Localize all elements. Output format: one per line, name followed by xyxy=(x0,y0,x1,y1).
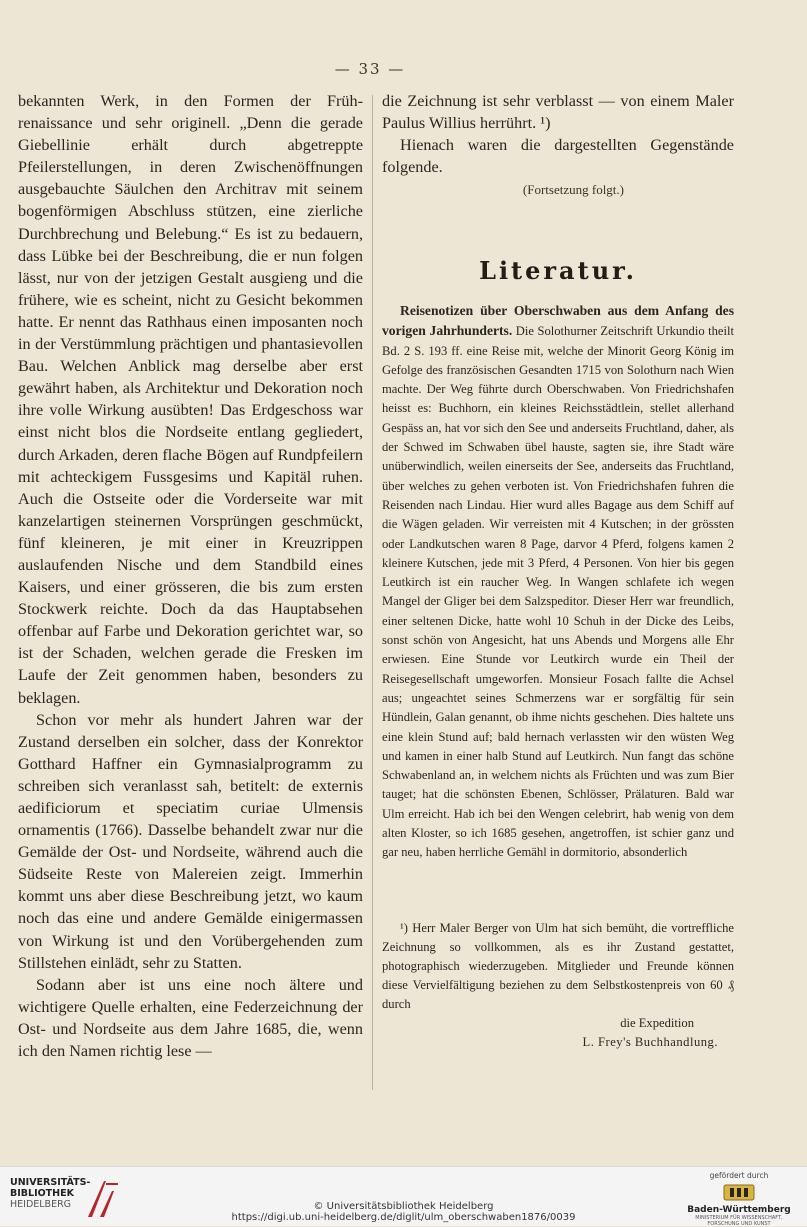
left-paragraph-2: Schon vor mehr als hundert Jahren war der Zustand derselben ein solcher, dass der Konrektor Gotthard Haffner ein Gymnasialprogramm zu schreiben sich veranlasst sah, betitelt: de externis aedificiorum et speciatim curiae Ulmensis ornamentis (1766). Dasselbe behandelt zwar nur die Gemälde der Ost- und Nordseite, während auch die Südseite Reste von Malereien zeigt. Immerhin kommt uns aber diese Beschreibung jetzt, wo kaum noch das eine und andere Gemälde einigermassen von Wirkung ist und den Vorübergehenden zum Stillstehen einlädt, sehr zu Statten. xyxy=(18,710,363,972)
review-lead: Reisenotizen über Oberschwaben aus dem Anfang des vorigen Jahrhunderts. xyxy=(382,303,734,339)
left-paragraph-1: bekannten Werk, in den Formen der Früh-renaissance und sehr originell. „Denn die gerade Giebellinie erhält durch abgetreppte Pfeilerstellungen, in deren Zwischenöffnungen ausgebauchte Säulchen den Architrav mit seinem bogenförmigen Abschluss stützen, eine zierliche Durchbrechung und Belebung.“ Es ist zu bedauern, dass Lübke bei der Beschreibung, die er nun folgen lässt, nur von der jetzigen Gestalt ausgieng und die frühere, wie es scheint, nicht zu Gesicht bekommen hatte. Er nennt das Rathhaus einen imposanten noch in der Verstümmlung prächtigen und phantasievollen Bau. Welchen Anblick mag derselbe aber erst gewährt haben, als Architektur und Dekoration noch ihre volle Wirkung ausübten! Das Erdgeschoss war einst nicht blos die Nordseite entlang gegliedert, durch Arkaden, deren flache Bögen auf Rundpfeilern mit achteckigem Fussgesims und Kapitäl ruhen. Auch die Ostseite oder die Vorderseite war mit kanzelartigen steinernen Vorsprüngen geschmückt, fünf kleineren, je mit einer in Kreuzrippen auslaufenden Nische und dem Standbild eines Kaisers, und einer grösseren, die bis zum ersten Stockwerk reichte. Doch da das Hauptabsehen offenbar auf Farbe und Dekoration gerichtet war, so ist der Schaden, welchen gerade die Fresken im Laufe der Zeit genommen haben, besonders zu beklagen. xyxy=(18,92,363,707)
sponsor-subtitle: MINISTERIUM FÜR WISSENSCHAFT, FORSCHUNG UND KUNST xyxy=(695,1215,783,1227)
footnote: ¹) Herr Maler Berger von Ulm hat sich bemüht, die vortreffliche Zeichnung so vollkommen, als es ihr Zustand gestattet, photographisch wiederzugeben. Mitglieder und Freunde können diese Vervielfältigung beziehen zu dem Selbstkostenpreis von 60 ₰ durch xyxy=(382,920,734,1011)
funded-by-label: gefördert durch xyxy=(709,1171,769,1180)
review-body: Die Solothurner Zeitschrift Urkundio theilt Bd. 2 S. 193 ff. eine Reise mit, welche der Minorit Georg König im Gefolge des französischen Gesandten 1715 von Solothurn nach Wien machte. Der Weg führte durch Oberschwaben. Von Friedrichshafen heisst es: Buchhorn, ein kleines Reichsstädtlein, stellet allerhand Gespäss an, hat vor sich den See und anderseits Fruchtland, daher, als der Schwed im Schwaben übel hauste, sagten sie, ihre Stadt wäre unüberwindlich, weilen einerseits der See, anderseits das Fruchtland, über welches zu gehen verboten ist. Von Friedrichshafen fuhren die Reisenden nach Lindau. Hier wurd alles Bagage aus dem Schiff auf die Wägen geladen. Wir verreisten mit 4 Kutschen; in der grössten oder Landkutschen waren 8 Page, darvor 4 Pferd, folgens kamen 2 kleinere Kutschen, jede mit 3 Pferd, 4 Personen. Von hier bis gegen Leutkirch ist ein raucher Weg. In Wangen schlafete ich wegen Mangel der Gliger bei dem Salzspeditor. Dieser Herr war freundlich, einer seltenen Dicke, hatte wohl 10 Schuh in der Dicke des Leibs, sonst schön von Angesicht, hat uns Abends und Morgens alle Ehr erwiesen. Eine Stunde vor Leutkirch wurde ein Theil der Reisegesellschaft umgeworfen. Monsieur Fosach fallte die Achsel aus; ungeachtet seines Schmerzens war er sorgfältig für sein Hündlein, Galan genannt, ob ihme nichts geschehen. Dies haltete uns eine klein Stund auf; bald hernach verlassten wir den wüsten Weg und kamen in einer halb Stund auf Leutkirch. Nun fangt das schöne Schwabenland an, in welchem nichts als Früchten und was zum Bier tauget; hat die schönsten Ebenen, Schlösser, Prälaturen. Bald war Ulm erreicht. Hab ich bei den Wengen celebrirt, hab wenig von dem alten Kloster, so ich 1685 gesehen, angetroffen, ist schier ganz und gar neu, haben herrliche Gemähl in dormitorio, absonderlich xyxy=(382,324,734,860)
library-line-3: HEIDELBERG xyxy=(10,1199,72,1210)
state-crest-icon xyxy=(722,1182,756,1202)
sponsor-name: Baden-Württemberg xyxy=(687,1205,791,1215)
signature-bookshop: L. Frey's Buchhandlung. xyxy=(582,1034,718,1049)
copyright-text: © Universitätsbibliothek Heidelberg xyxy=(313,1201,494,1212)
permalink-url[interactable]: https://digi.ub.uni-heidelberg.de/diglit/ulm_oberschwaben1876/0039 xyxy=(231,1212,576,1223)
library-line-1: UNIVERSITÄTS- xyxy=(10,1177,91,1188)
to-be-continued-note: (Fortsetzung folgt.) xyxy=(522,182,624,197)
left-column xyxy=(18,90,363,1062)
left-paragraph-3: Sodann aber ist uns eine noch ältere und wichtigere Quelle erhalten, eine Federzeichnung der Ost- und Nordseite aus dem Jahre 1685, die, wenn ich den Namen richtig lese — xyxy=(18,975,363,1061)
review-paragraph xyxy=(382,301,734,863)
digitization-footer xyxy=(0,1166,807,1226)
library-line-2: BIBLIOTHEK xyxy=(10,1188,74,1199)
right-continuation-2: Hienach waren die dargestellten Gegenstände folgende. xyxy=(382,136,734,176)
column-divider xyxy=(372,95,373,1090)
page-number: — 33 — xyxy=(334,60,406,78)
signature-expedition: die Expedition xyxy=(620,1015,694,1030)
right-continuation: die Zeichnung ist sehr verblasst — von einem Maler Paulus Willius herrührt. ¹) xyxy=(382,92,734,132)
sponsor-logo[interactable] xyxy=(679,1171,799,1227)
section-heading: Literatur. xyxy=(479,256,637,285)
right-column xyxy=(382,90,734,1052)
